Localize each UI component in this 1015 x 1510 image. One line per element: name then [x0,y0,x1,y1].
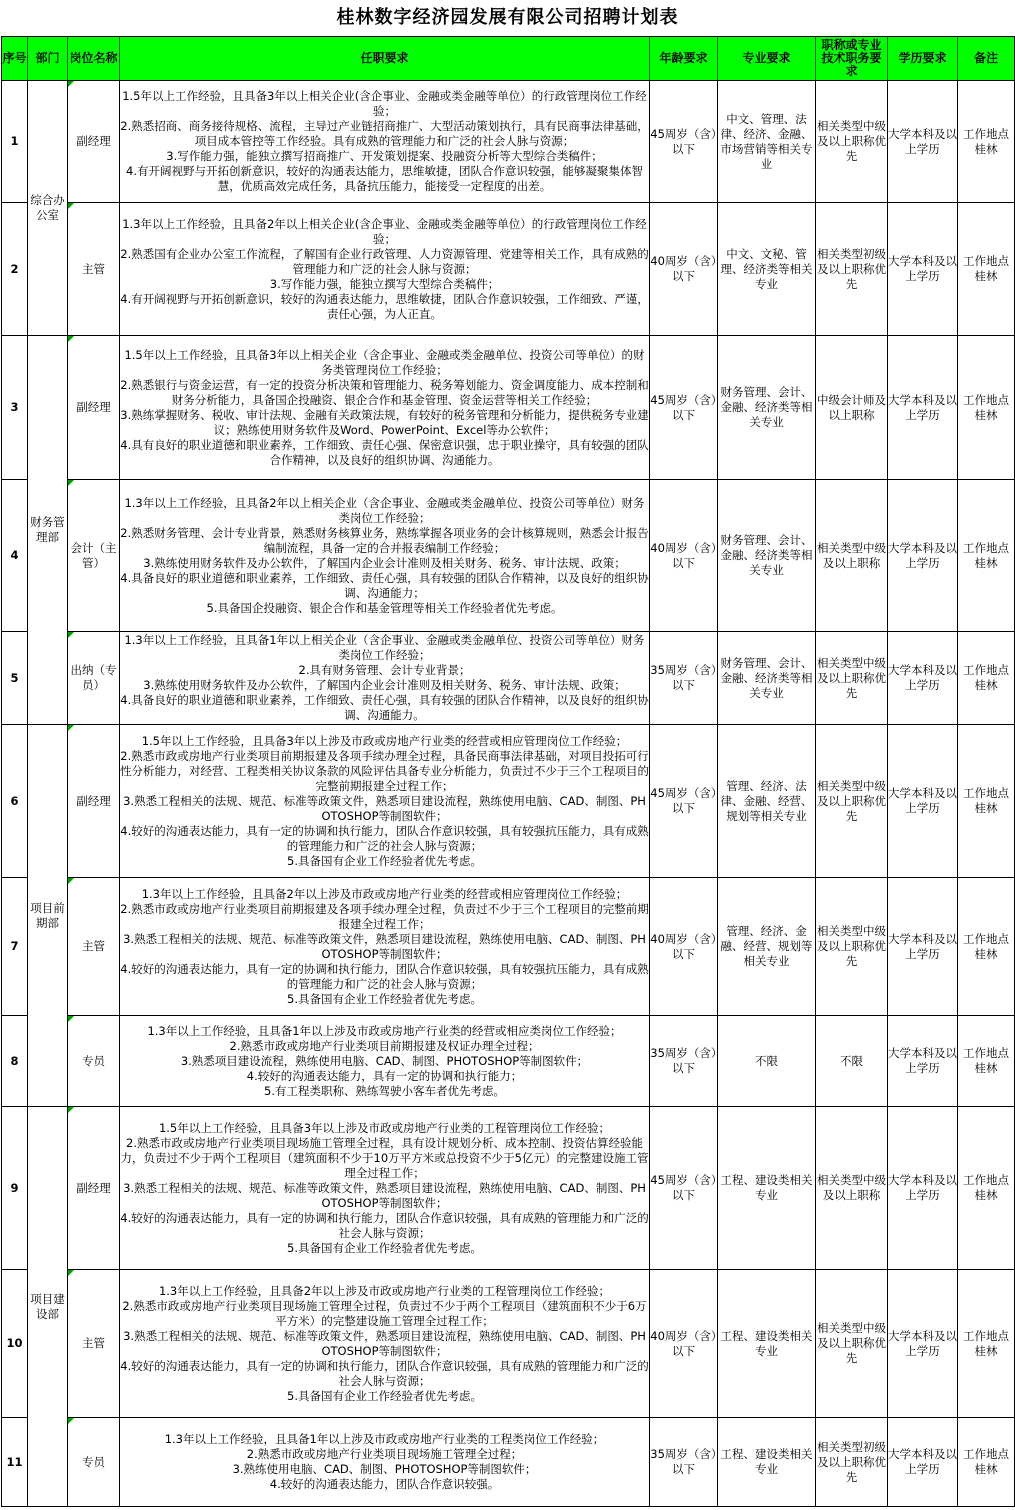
row-remark: 工作地点桂林 [958,81,1015,203]
row-remark: 工作地点桂林 [958,632,1015,725]
row-education: 大学本科及以上学历 [888,81,958,203]
row-title-req: 相关类型中级及以上职称 [816,480,888,632]
requirement-line: 1.3年以上工作经验，且具备2年以上相关企业(含企事业、金融或类金融等单位）的行政管理岗位工作经验； [122,216,647,246]
requirement-line: 4.有开阔视野与开拓创新意识，较好的沟通表达能力，思维敏捷，团队合作意识较强，工作细致、严谨，责任心强，为人正直。 [120,291,649,321]
table-body [2,81,1015,1507]
requirement-line: 5.具备国有企业工作经验者优先考虑。 [287,1388,482,1403]
row-title-req: 中级会计师及以上职称 [816,336,888,480]
requirement-line: 4.具有良好的职业道德和职业素养，工作细致、责任心强、保密意识强，忠于职业操守，具有较强的团队合作精神，以及良好的组织协调、沟通能力。 [120,437,649,467]
department-cell: 财务管理部 [28,336,68,725]
requirement-line: 3.熟悉工程相关的法规、规范、标准等政策文件，熟悉项目建设流程，熟练使用电脑、CAD、制图、PHOTOSHOP等制图软件； [123,793,646,823]
requirement-line: 2.熟悉市政或房地产行业类项目前期报建及各项手续办理全过程，负责过不少于三个工程项目的完整前期报建全过程工作； [120,901,649,931]
row-education: 大学本科及以上学历 [888,1107,958,1270]
row-remark: 工作地点桂林 [958,1270,1015,1418]
requirement-line: 5.具备国有企业工作经验者优先考虑。 [287,991,482,1006]
row-age: 40周岁（含）以下 [650,203,718,336]
requirement-line: 1.5年以上工作经验，且具备3年以上相关企业（含企事业、金融或类金融单位、投资公司等单位）的财务类管理岗位工作经验； [124,347,645,377]
table-row [2,725,1015,878]
header-row [2,37,1015,81]
row-major: 管理、经济、法律、金融、经营、规划等相关专业 [718,725,816,878]
header-position: 岗位名称 [68,37,120,81]
requirement-line: 1.3年以上工作经验，且具备2年以上涉及市政或房地产行业类的经营或相应管理岗位工作经验； [141,886,628,901]
requirement-line: 5.具备国有企业工作经验者优先考虑。 [287,853,482,868]
row-major: 财务管理、会计、金融、经济类等相关专业 [718,632,816,725]
row-major: 工程、建设类相关专业 [718,1418,816,1507]
table-row [2,1107,1015,1270]
row-position: 主管 [68,203,120,336]
row-age: 45周岁（含）以下 [650,1107,718,1270]
requirement-line: 4.有开阔视野与开拓创新意识，较好的沟通表达能力，思维敏捷，团队合作意识较强，能够凝聚集体智慧，优质高效完成任务，具备抗压能力，能接受一定程度的出差。 [126,164,643,193]
row-major: 工程、建设类相关专业 [718,1270,816,1418]
row-seq: 5 [2,632,28,725]
row-age: 40周岁（含）以下 [650,1270,718,1418]
requirement-line: 3.熟悉项目建设流程，熟练使用电脑、CAD、制图、PHOTOSHOP等制图软件； [180,1053,589,1068]
row-requirements [120,878,650,1016]
header-remark: 备注 [958,37,1015,81]
document-title: 桂林数字经济园发展有限公司招聘计划表 [336,7,679,28]
row-remark: 工作地点桂林 [958,878,1015,1016]
row-age: 35周岁（含）以下 [650,1016,718,1107]
row-seq: 9 [2,1107,28,1270]
requirement-line: 4.较好的沟通表达能力，具有一定的协调和执行能力； [246,1068,523,1083]
row-age: 40周岁（含）以下 [650,878,718,1016]
table-row [2,336,1015,480]
requirement-line: 2.熟悉财务管理、会计专业背景，熟悉财务核算业务，熟练掌握各项业务的会计核算规则，熟悉会计报告编制流程，具备一定的合并报表编制工作经验； [120,525,649,555]
requirement-line: 1.3年以上工作经验，且具备1年以上相关企业（含企事业、金融或类金融单位、投资公司等单位）财务类岗位工作经验； [124,633,645,662]
header-age: 年龄要求 [650,37,718,81]
row-education: 大学本科及以上学历 [888,878,958,1016]
row-position: 副经理 [68,725,120,878]
row-age: 40周岁（含）以下 [650,480,718,632]
row-education: 大学本科及以上学历 [888,1270,958,1418]
requirement-line: 2.熟悉招商、商务接待规格、流程，主导过产业链招商推广、大型活动策划执行，具有民商事法律基础，项目成本管控等工作经验。具有成熟的管理能力和广泛的社会人脉与资源； [120,119,649,148]
row-remark: 工作地点桂林 [958,725,1015,878]
requirement-line: 3.熟练使用财务软件及办公软件，了解国内企业会计准则及相关财务、税务、审计法规、政策； [143,678,626,692]
requirement-line: 2.熟悉市政或房地产行业类项目现场施工管理全过程，具有设计规划分析、成本控制、投资估算经验能力，负责过不少于两个工程项目（建筑面积不少于10万平方米或总投资不少于5亿元）的完整建设施工管理全过程工作； [120,1135,649,1180]
requirement-line: 5.有工程类职称、熟练驾驶小客车者优先考虑。 [264,1083,505,1098]
requirement-line: 2.熟悉银行与资金运营，有一定的投资分析决策和管理能力、税务筹划能力、资金调度能力、成本控制和财务分析能力，具备国企投融资、银企合作和基金管理、资金运营等相关工作经验； [120,377,649,407]
row-seq: 11 [2,1418,28,1507]
requirement-line: 2.熟悉市政或房地产行业类项目前期报建及各项手续办理全过程，具备民商事法律基础，对项目投拓可行性分析能力，对经营、工程类相关协议条款的风险评估具备专业分析能力，负责过不少于三个工程项目的完整前期报建全过程工作； [120,748,649,793]
row-age: 45周岁（含）以下 [650,725,718,878]
row-major: 管理、经济、金融、经营、规划等相关专业 [718,878,816,1016]
row-requirements [120,203,650,336]
row-education: 大学本科及以上学历 [888,336,958,480]
row-major: 财务管理、会计、金融、经济类等相关专业 [718,336,816,480]
row-major: 财务管理、会计、金融、经济类等相关专业 [718,480,816,632]
row-position: 专员 [68,1016,120,1107]
row-age: 35周岁（含）以下 [650,632,718,725]
row-position: 出纳（专员） [68,632,120,725]
row-title-req: 相关类型中级及以上职称 [816,1107,888,1270]
header-education: 学历要求 [888,37,958,81]
requirement-line: 4.较好的沟通表达能力，具有一定的协调和执行能力，团队合作意识较强，具有成熟的管理能力和广泛的社会人脉与资源； [120,1210,649,1240]
table-row [2,81,1015,203]
row-position: 主管 [68,878,120,1016]
requirement-line: 2.熟悉国有企业办公室工作流程，了解国有企业行政管理、人力资源管理、党建等相关工作，具有成熟的管理能力和广泛的社会人脉与资源； [120,246,649,276]
row-title-req: 相关类型初级及以上职称优先 [816,1418,888,1507]
requirement-line: 3.熟练掌握财务、税收、审计法规、金融有关政策法规，有较好的税务管理和分析能力，提供税务专业建议；熟练使用财务软件及Word、PowerPoint、Excel等办公软件； [120,407,649,437]
row-education: 大学本科及以上学历 [888,480,958,632]
requirement-line: 2.熟悉市政或房地产行业类项目现场施工管理全过程； [246,1447,523,1461]
row-title-req: 相关类型中级及以上职称优先 [816,725,888,878]
row-seq: 2 [2,203,28,336]
row-position: 副经理 [68,1107,120,1270]
requirement-line: 3.熟练使用财务软件及办公软件，了解国内企业会计准则及相关财务、税务、审计法规、政策； [143,555,626,570]
row-position: 会计（主管） [68,480,120,632]
row-title-req: 相关类型初级及以上职称优先 [816,203,888,336]
department-cell: 综合办公室 [28,81,68,336]
requirement-line: 5.具备国有企业工作经验者优先考虑。 [287,1240,482,1255]
row-requirements [120,1418,650,1507]
header-major: 专业要求 [718,37,816,81]
table-row [2,1418,1015,1507]
requirement-line: 4.较好的沟通表达能力，团队合作意识较强。 [269,1477,500,1491]
table-row [2,632,1015,725]
table-row [2,1016,1015,1107]
table-row [2,878,1015,1016]
row-requirements [120,1016,650,1107]
row-seq: 8 [2,1016,28,1107]
row-requirements [120,725,650,878]
requirement-line: 3.熟悉工程相关的法规、规范、标准等政策文件，熟悉项目建设流程，熟练使用电脑、CAD、制图、PHOTOSHOP等制图软件； [123,931,646,961]
row-remark: 工作地点桂林 [958,480,1015,632]
requirement-line: 4.较好的沟通表达能力，具有一定的协调和执行能力，团队合作意识较强，具有较强抗压能力，具有成熟的管理能力和广泛的社会人脉与资源； [120,823,649,853]
requirement-line: 1.5年以上工作经验，且具备3年以上涉及市政或房地产行业类的经营或相应管理岗位工作经验； [141,733,628,748]
row-age: 45周岁（含）以下 [650,81,718,203]
requirement-line: 5.具备国企投融资、银企合作和基金管理等相关工作经验者优先考虑。 [206,600,563,615]
row-position: 主管 [68,1270,120,1418]
requirement-line: 4.具备良好的职业道德和职业素养，工作细致、责任心强，具有较强的团队合作精神，以及良好的组织协调、沟通能力； [120,570,649,600]
row-major: 工程、建设类相关专业 [718,1107,816,1270]
row-position: 副经理 [68,81,120,203]
header-seq: 序号 [2,37,28,81]
row-position: 副经理 [68,336,120,480]
row-requirements [120,1270,650,1418]
header-requirements: 任职要求 [120,37,650,81]
requirement-line: 1.5年以上工作经验，且具备3年以上涉及市政或房地产行业类的工程管理岗位工作经验； [158,1120,611,1135]
row-seq: 1 [2,81,28,203]
requirement-line: 4.较好的沟通表达能力，具有一定的协调和执行能力，团队合作意识较强，具有成熟的管理能力和广泛的社会人脉与资源； [120,1358,649,1388]
requirement-line: 1.3年以上工作经验，且具备1年以上涉及市政或房地产行业类的工程类岗位工作经验； [164,1432,605,1446]
requirement-line: 1.3年以上工作经验，且具备1年以上涉及市政或房地产行业类的经营或相应类岗位工作经验； [147,1023,622,1038]
header-dept: 部门 [28,37,68,81]
row-seq: 10 [2,1270,28,1418]
row-title-req: 不限 [816,1016,888,1107]
requirement-line: 4.具备良好的职业道德和职业素养，工作细致、责任心强，具有较强的团队合作精神，以及良好的组织协调、沟通能力。 [120,693,649,722]
row-title-req: 相关类型中级及以上职称优先 [816,81,888,203]
row-requirements [120,632,650,725]
requirement-line: 3.写作能力强，能独立撰写大型综合类稿件； [269,276,500,291]
requirement-line: 3.熟悉工程相关的法规、规范、标准等政策文件，熟悉项目建设流程，熟练使用电脑、CAD、制图、PHOTOSHOP等制图软件； [123,1180,646,1210]
department-cell: 项目前期部 [28,725,68,1107]
row-remark: 工作地点桂林 [958,203,1015,336]
row-education: 大学本科及以上学历 [888,725,958,878]
department-cell: 项目建设部 [28,1107,68,1507]
row-requirements [120,480,650,632]
table-row [2,480,1015,632]
requirement-line: 2.具有财务管理、会计专业背景； [298,663,471,677]
row-seq: 7 [2,878,28,1016]
header-title-req: 职称或专业技术职务要求 [816,37,888,81]
row-seq: 6 [2,725,28,878]
table-row [2,1270,1015,1418]
row-remark: 工作地点桂林 [958,1107,1015,1270]
row-age: 45周岁（含）以下 [650,336,718,480]
requirement-line: 1.3年以上工作经验，且具备2年以上相关企业（含企事业、金融或类金融单位、投资公司等单位）财务类岗位工作经验； [124,495,645,525]
row-age: 35周岁（含）以下 [650,1418,718,1507]
row-seq: 4 [2,480,28,632]
table-row [2,203,1015,336]
row-remark: 工作地点桂林 [958,1418,1015,1507]
row-title-req: 相关类型中级及以上职称优先 [816,1270,888,1418]
row-major: 中文、文秘、管理、经济类等相关专业 [718,203,816,336]
requirement-line: 1.5年以上工作经验，且具备3年以上相关企业(含企事业、金融或类金融等单位）的行政管理岗位工作经验； [122,89,647,118]
row-seq: 3 [2,336,28,480]
row-major: 不限 [718,1016,816,1107]
requirement-line: 2.熟悉市政或房地产行业类项目前期报建及权证办理全过程； [229,1038,540,1053]
row-education: 大学本科及以上学历 [888,203,958,336]
requirement-line: 2.熟悉市政或房地产行业类项目现场施工管理全过程，负责过不少于两个工程项目（建筑面积不少于6万平方米）的完整建设施工管理全过程工作； [122,1298,647,1328]
row-education: 大学本科及以上学历 [888,632,958,725]
row-requirements [120,336,650,480]
requirement-line: 1.3年以上工作经验，且具备2年以上涉及市政或房地产行业类的工程管理岗位工作经验； [158,1283,611,1298]
row-title-req: 相关类型中级及以上职称优先 [816,878,888,1016]
row-requirements [120,1107,650,1270]
requirement-line: 3.写作能力强，能独立撰写招商推广、开发策划提案、投融资分析等大型综合类稿件； [166,149,603,163]
row-education: 大学本科及以上学历 [888,1016,958,1107]
row-remark: 工作地点桂林 [958,336,1015,480]
row-requirements [120,81,650,203]
row-remark: 工作地点桂林 [958,1016,1015,1107]
recruitment-table [1,36,1015,1507]
requirement-line: 3.熟练使用电脑、CAD、制图、PHOTOSHOP等制图软件； [232,1462,537,1476]
requirement-line: 4.较好的沟通表达能力，具有一定的协调和执行能力，团队合作意识较强，具有较强抗压能力，具有成熟的管理能力和广泛的社会人脉与资源； [120,961,649,991]
requirement-line: 3.熟悉工程相关的法规、规范、标准等政策文件，熟悉项目建设流程，熟练使用电脑、CAD、制图、PHOTOSHOP等制图软件； [123,1328,646,1358]
row-education: 大学本科及以上学历 [888,1418,958,1507]
row-title-req: 相关类型中级及以上职称优先 [816,632,888,725]
row-position: 专员 [68,1418,120,1507]
row-major: 中文、管理、法律、经济、金融、市场营销等相关专业 [718,81,816,203]
